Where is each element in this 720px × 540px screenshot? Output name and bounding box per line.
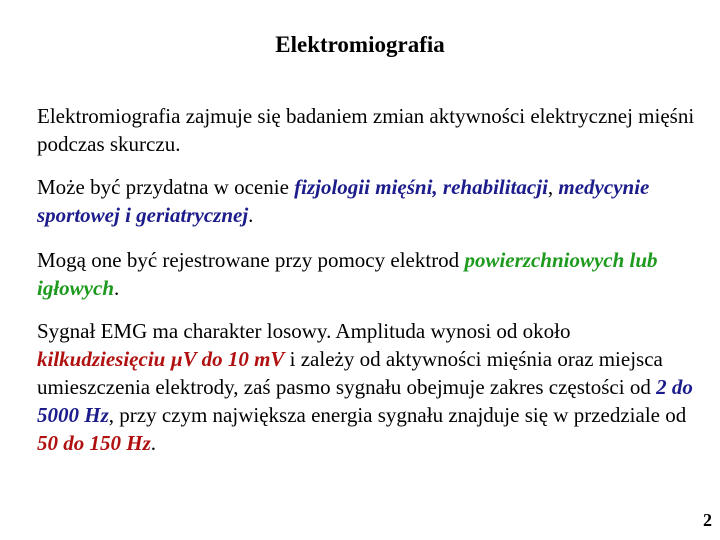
highlight-electrode-types: powierzchniowych lub igłowych xyxy=(37,248,658,300)
paragraph-text: Sygnał EMG ma charakter losowy. Amplituda wynosi od około xyxy=(37,319,571,343)
paragraph-applications xyxy=(37,173,697,229)
highlight-energy-band: 50 do 150 Hz xyxy=(37,431,151,455)
page-number: 2 xyxy=(703,510,712,530)
paragraph-text: , xyxy=(547,175,559,199)
paragraph-text: . xyxy=(150,431,157,455)
paragraph-text: . xyxy=(114,276,120,300)
paragraph-text: Mogą one być rejestrowane przy pomocy elektrod xyxy=(37,248,465,272)
highlight-physiology-rehab: fizjologii mięśni, rehabilitacji xyxy=(294,175,548,199)
slide-title: Elektromiografia xyxy=(275,32,445,57)
highlight-sports-geriatric: medycynie sportowej i geriatrycznej xyxy=(37,175,650,227)
paragraph-text: , przy czym największa energia sygnału znajduje się w przedziale od xyxy=(108,403,687,427)
highlight-amplitude: kilkudziesięciu µV do 10 mV xyxy=(37,347,285,371)
paragraph-text: Może być przydatna w ocenie xyxy=(37,175,295,199)
highlight-frequency-range: 2 do 5000 Hz xyxy=(37,375,693,427)
paragraph-signal xyxy=(37,317,697,457)
paragraph-text: Elektromiografia zajmuje się badaniem zmian aktywności elektrycznej mięśni podczas skurczu. xyxy=(37,104,695,156)
paragraph-definition xyxy=(37,102,697,158)
paragraph-text: . xyxy=(248,203,254,227)
paragraph-electrodes xyxy=(37,246,697,302)
paragraph-text: i zależy od aktywności mięśnia oraz miejsca umieszczenia elektrody, zaś pasmo sygnału obejmuje zakres częstości od xyxy=(37,347,663,399)
